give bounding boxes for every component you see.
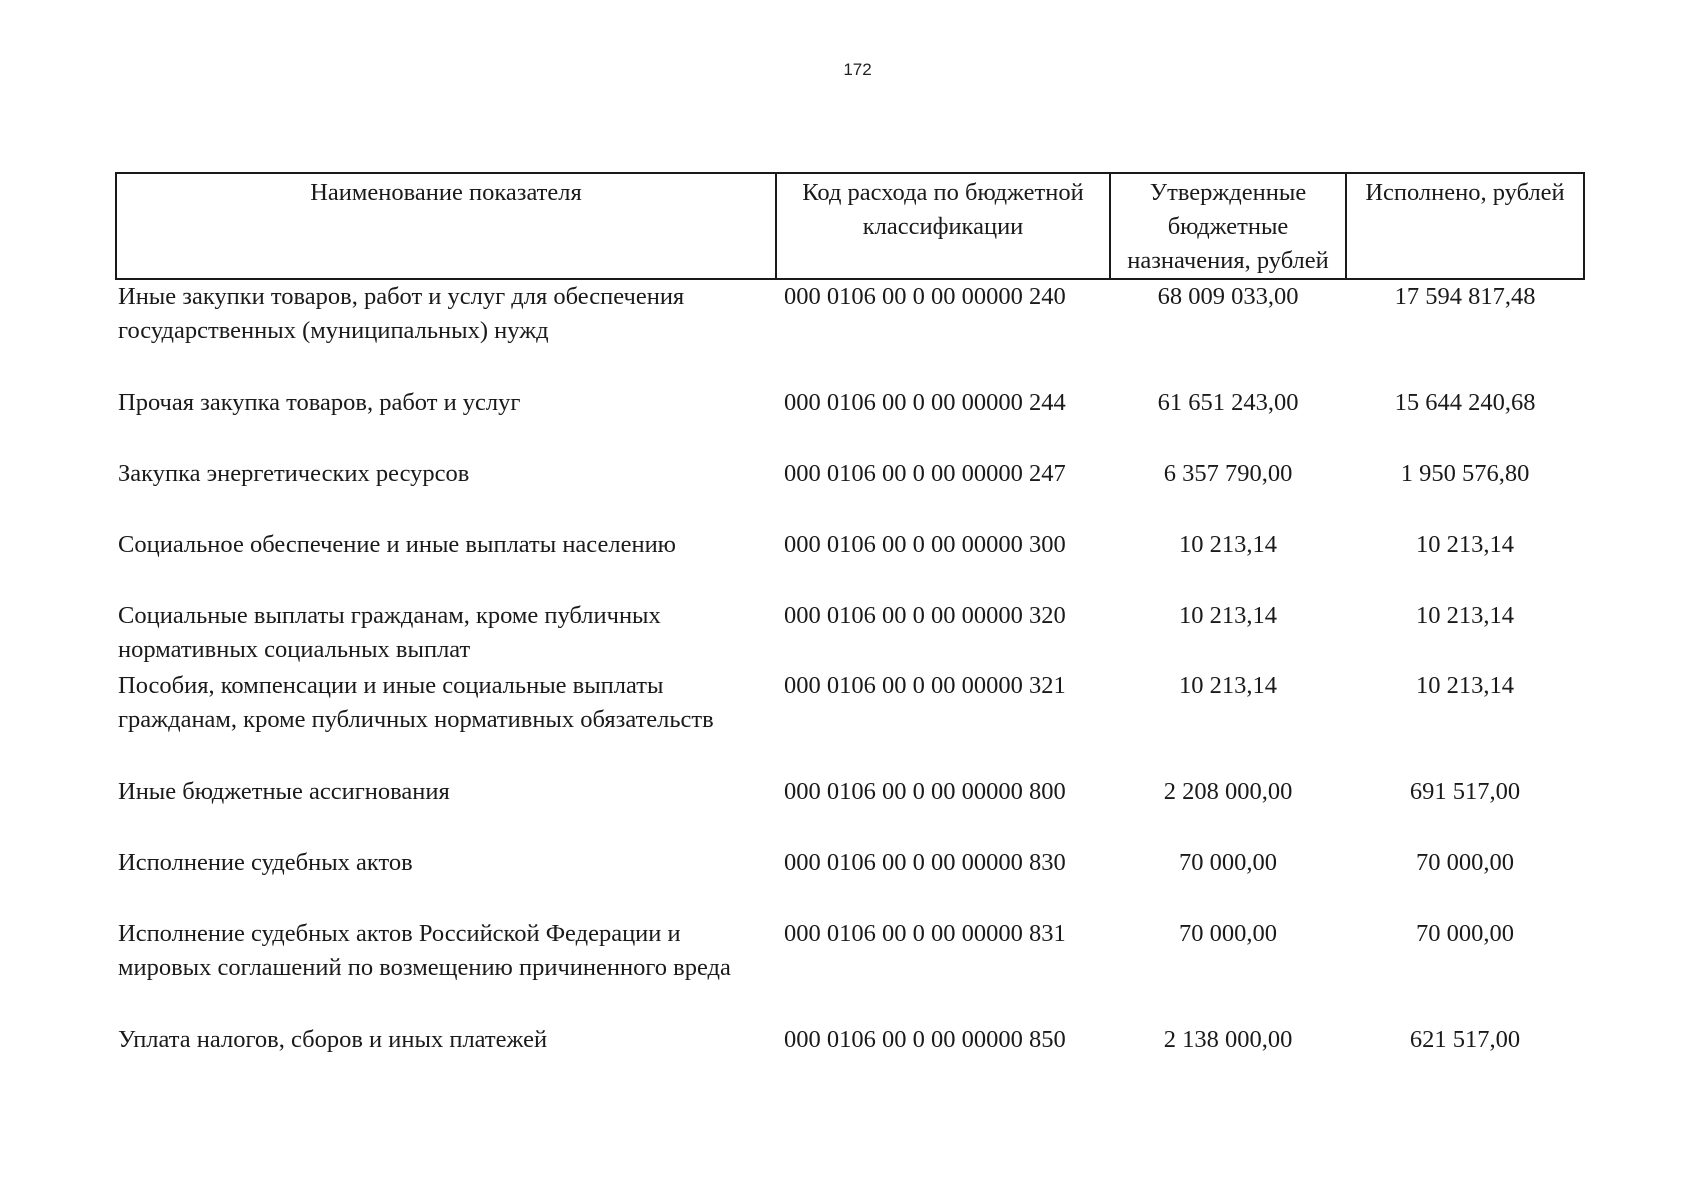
budget-table-container <box>115 172 1583 1063</box>
table-row <box>116 1023 1584 1063</box>
row-name: Иные закупки товаров, работ и услуг для обеспечения государственных (муниципальных) нужд <box>118 283 685 344</box>
row-executed: 10 213,14 <box>1416 602 1514 629</box>
row-code: 000 0106 00 0 00 00000 320 <box>784 602 1066 629</box>
row-approved: 10 213,14 <box>1179 602 1277 629</box>
row-name: Социальные выплаты гражданам, кроме публичных нормативных социальных выплат <box>118 602 661 663</box>
table-row <box>116 846 1584 917</box>
row-code: 000 0106 00 0 00 00000 830 <box>784 849 1066 876</box>
row-code: 000 0106 00 0 00 00000 850 <box>784 1026 1066 1053</box>
header-executed: Исполнено, рублей <box>1346 173 1584 279</box>
row-name: Исполнение судебных актов Российской Федерации и мировых соглашений по возмещению причиненного вреда <box>118 920 731 981</box>
row-executed: 17 594 817,48 <box>1394 283 1536 310</box>
row-executed: 691 517,00 <box>1409 778 1521 805</box>
row-code: 000 0106 00 0 00 00000 300 <box>784 531 1066 558</box>
row-name: Иные бюджетные ассигнования <box>118 778 450 805</box>
row-code: 000 0106 00 0 00 00000 247 <box>784 460 1066 487</box>
row-approved: 61 651 243,00 <box>1157 389 1299 416</box>
table-header <box>116 173 1584 279</box>
header-row <box>116 173 1584 279</box>
row-code: 000 0106 00 0 00 00000 321 <box>784 672 1066 699</box>
row-code: 000 0106 00 0 00 00000 831 <box>784 920 1066 947</box>
row-executed: 10 213,14 <box>1416 531 1514 558</box>
row-executed: 70 000,00 <box>1416 849 1514 876</box>
row-executed: 70 000,00 <box>1416 920 1514 947</box>
header-approved: Утвержденные бюджетные назначения, рублей <box>1110 173 1346 279</box>
row-executed: 1 950 576,80 <box>1400 460 1530 487</box>
table-row <box>116 528 1584 599</box>
row-approved: 10 213,14 <box>1179 672 1277 699</box>
row-executed: 621 517,00 <box>1409 1026 1521 1053</box>
row-approved: 70 000,00 <box>1179 849 1277 876</box>
row-name: Социальное обеспечение и иные выплаты населению <box>118 531 676 558</box>
row-approved: 10 213,14 <box>1179 531 1277 558</box>
row-name: Пособия, компенсации и иные социальные выплаты гражданам, кроме публичных нормативных обязательств <box>118 672 714 733</box>
header-name: Наименование показателя <box>116 173 776 279</box>
row-code: 000 0106 00 0 00 00000 800 <box>784 778 1066 805</box>
page-number: 172 <box>843 60 872 79</box>
row-name: Исполнение судебных актов <box>118 849 413 876</box>
row-executed: 10 213,14 <box>1416 672 1514 699</box>
table-row <box>116 386 1584 457</box>
row-approved: 6 357 790,00 <box>1163 460 1293 487</box>
table-row <box>116 599 1584 669</box>
table-row <box>116 669 1584 775</box>
row-approved: 2 208 000,00 <box>1163 778 1293 805</box>
row-name: Закупка энергетических ресурсов <box>118 460 470 487</box>
row-approved: 70 000,00 <box>1179 920 1277 947</box>
row-name: Прочая закупка товаров, работ и услуг <box>118 389 521 416</box>
budget-execution-table <box>115 172 1585 1063</box>
header-code: Код расхода по бюджетной классификации <box>776 173 1110 279</box>
row-code: 000 0106 00 0 00 00000 244 <box>784 389 1066 416</box>
table-body <box>116 279 1584 1063</box>
row-approved: 68 009 033,00 <box>1157 283 1299 310</box>
table-row <box>116 775 1584 846</box>
row-code: 000 0106 00 0 00 00000 240 <box>784 283 1066 310</box>
row-name: Уплата налогов, сборов и иных платежей <box>118 1026 548 1053</box>
row-approved: 2 138 000,00 <box>1163 1026 1293 1053</box>
row-executed: 15 644 240,68 <box>1394 389 1536 416</box>
table-row <box>116 457 1584 528</box>
table-row <box>116 279 1584 386</box>
table-row <box>116 917 1584 1023</box>
